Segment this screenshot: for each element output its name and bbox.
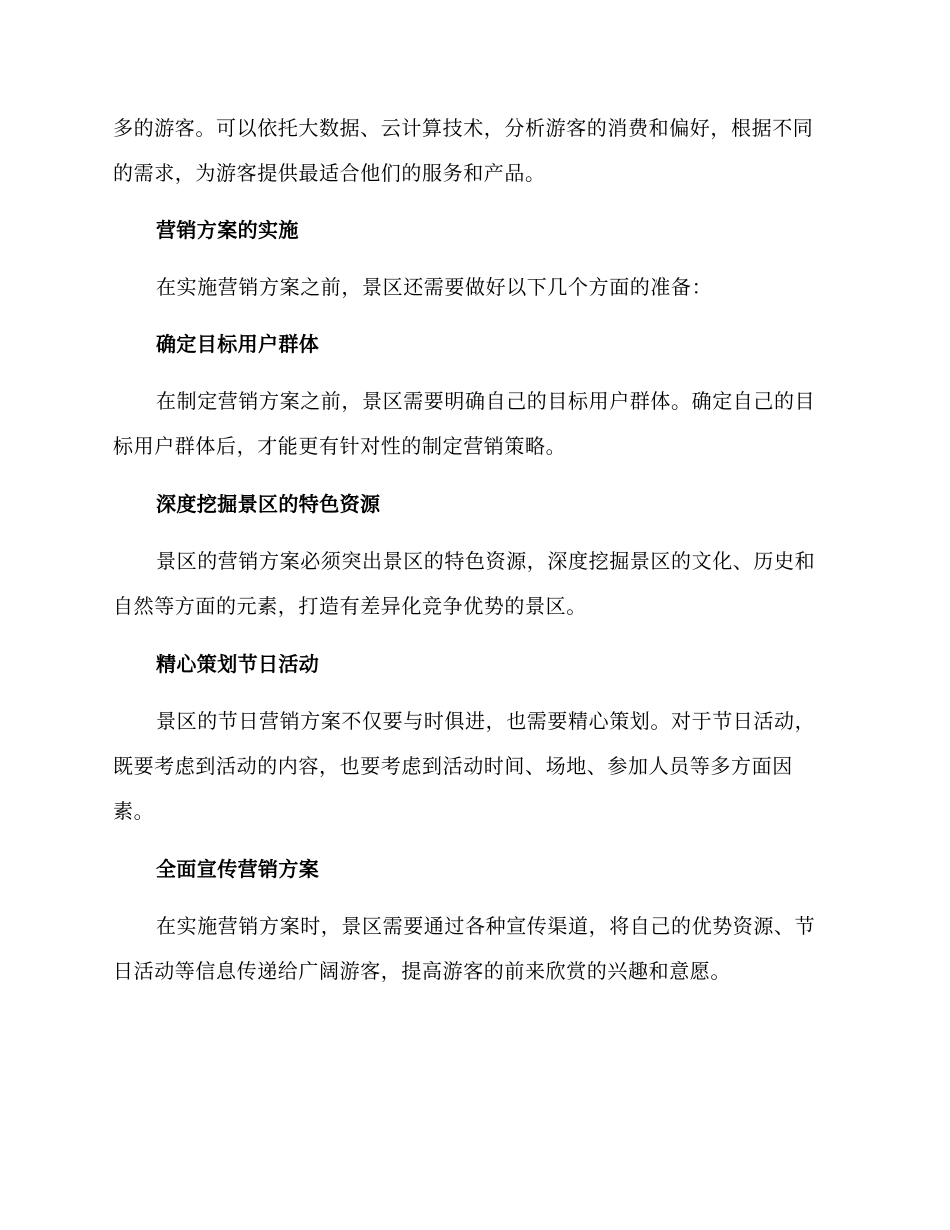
document-body bbox=[113, 106, 833, 994]
paragraph-continuation: 多的游客。可以依托大数据、云计算技术，分析游客的消费和偏好，根据不同的需求，为游客提供最适合他们的服务和产品。 bbox=[113, 116, 814, 185]
paragraph-target-users: 在制定营销方案之前，景区需要明确自己的目标用户群体。确定自己的目标用户群体后，才能更有针对性的制定营销策略。 bbox=[113, 389, 816, 458]
heading-festival-activities: 精心策划节日活动 bbox=[156, 652, 320, 676]
heading-feature-resources: 深度挖掘景区的特色资源 bbox=[156, 492, 381, 516]
paragraph-promotion: 在实施营销方案时，景区需要通过各种宣传渠道，将自己的优势资源、节日活动等信息传递给广阔游客，提高游客的前来欣赏的兴趣和意愿。 bbox=[113, 914, 816, 983]
heading-implementation: 营销方案的实施 bbox=[156, 218, 299, 242]
paragraph-preparation: 在实施营销方案之前，景区还需要做好以下几个方面的准备： bbox=[156, 275, 713, 299]
heading-target-users: 确定目标用户群体 bbox=[156, 332, 320, 356]
paragraph-festival-activities: 景区的节日营销方案不仅要与时俱进，也需要精心策划。对于节日活动，既要考虑到活动的内容，也要考虑到活动时间、场地、参加人员等多方面因素。 bbox=[113, 709, 816, 823]
heading-promotion: 全面宣传营销方案 bbox=[156, 857, 320, 881]
paragraph-feature-resources: 景区的营销方案必须突出景区的特色资源，深度挖掘景区的文化、历史和自然等方面的元素，打造有差异化竞争优势的景区。 bbox=[113, 549, 816, 618]
